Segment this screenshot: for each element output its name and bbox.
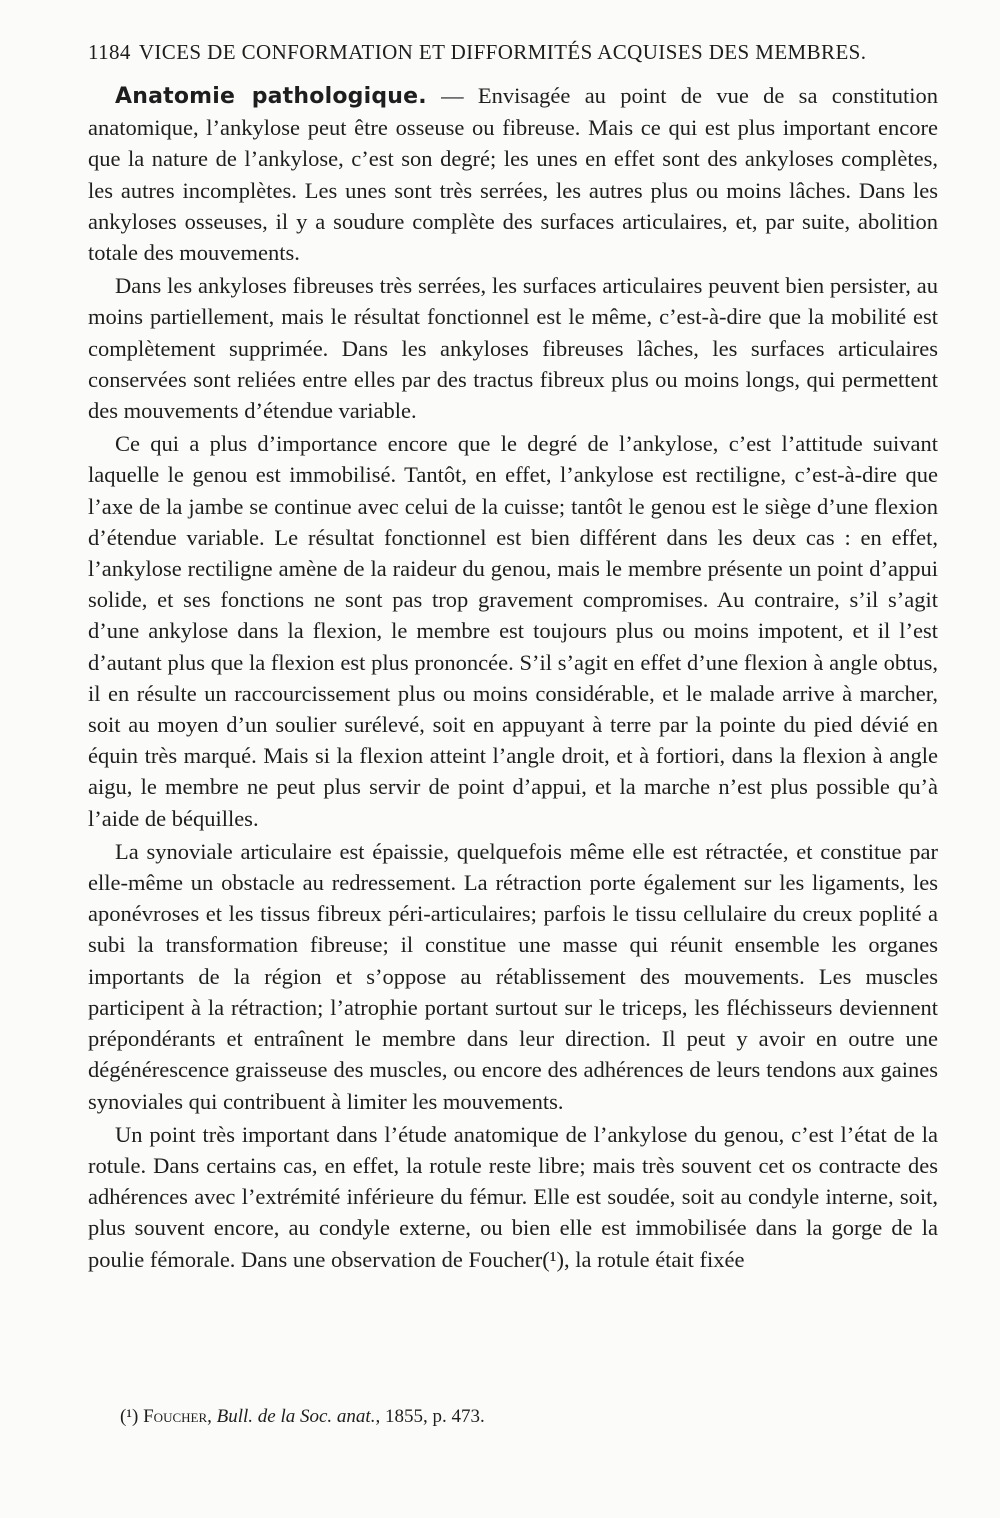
paragraph: Dans les ankyloses fibreuses très serrées, les surfaces articulaires peuvent bien persister, au moins partiellement, mais le résultat fonctionnel est le même, c’est-à-dire que la mobilité est complètement supprimée. Dans les ankyloses fibreuses lâches, les surfaces articulaires conservées sont reliées entre elles par des tractus fibreux plus ou moins longs, qui permettent des mouvements d’étendue variable.	[88, 273, 938, 424]
paragraph: Ce qui a plus d’importance encore que le degré de l’ankylose, c’est l’attitude suivant laquelle le genou est immobilisé. Tantôt, en effet, l’ankylose est rectiligne, c’est-à-dire que l’axe de la jambe se continue avec celui de la cuisse; tantôt le genou est le siège d’une flexion d’étendue variable. Le résultat fonctionnel est bien différent dans les deux cas : en effet, l’ankylose rectiligne amène de la raideur du genou, mais le membre présente un point d’appui solide, et ses fonctions ne sont pas trop gravement compromises. Au contraire, s’il s’agit d’une ankylose dans la flexion, le membre est toujours plus ou moins impotent, et il l’est d’autant plus que la flexion est plus prononcée. S’il s’agit en effet d’une flexion à angle obtus, il en résulte un raccourcissement plus ou moins considérable, et le malade arrive à marcher, soit au moyen d’un soulier surélevé, soit en appuyant à terre par la pointe du pied dévié en équin très marqué. Mais si la flexion atteint l’angle droit, et à fortiori, dans la flexion à angle aigu, le membre ne peut plus servir de point d’appui, et la marche n’est plus possible qu’à l’aide de béquilles.	[88, 431, 938, 831]
footnote-journal: Bull. de la Soc. anat.	[216, 1406, 376, 1427]
paragraph: La synoviale articulaire est épaissie, quelquefois même elle est rétractée, et constitue par elle-même un obstacle au redressement. La rétraction porte également sur les ligaments, les aponévroses et les tissus fibreux péri-articulaires; parfois le tissu cellulaire du creux poplité a subi la transformation fibreuse; il constitue une masse qui réunit ensemble les organes importants de la région et s’oppose au rétablissement des mouvements. Les muscles participent à la rétraction; l’atrophie portant surtout sur le triceps, les fléchisseurs deviennent prépondérants et entraînent le membre dans leur direction. Il peut y avoir en outre une dégénérescence graisseuse des muscles, ou encore des adhérences de leurs tendons aux gaines synoviales qui contribuent à limiter les mouvements.	[88, 838, 938, 1114]
footnote-reference: (¹)	[542, 1246, 564, 1272]
paragraph	[88, 80, 938, 268]
paragraph	[88, 1119, 938, 1275]
body-text	[88, 80, 938, 1275]
section-lead-text: — Envisagée au point de vue de sa constitution anatomique, l’ankylose peut être osseuse ou fibreuse. Mais ce qui est plus important encore que la nature de l’ankylose, c’est son degré; les unes en effet sont des ankyloses complètes, les autres incomplètes. Les unes sont très serrées, les autres plus ou moins lâches. Dans les ankyloses osseuses, il y a soudure complète des surfaces articulaires, et, par suite, abolition totale des mouvements.	[88, 83, 938, 266]
paragraph-text: , la rotule était fixée	[563, 1246, 745, 1272]
footnote: (¹) Foucher, Bull. de la Soc. anat., 1855, p. 473.	[120, 1406, 485, 1427]
footnote-citation: , 1855, p. 473.	[375, 1406, 485, 1427]
paragraph-text: Un point très important dans l’étude anatomique de l’ankylose du genou, c’est l’état de la rotule. Dans certains cas, en effet, la rotule reste libre; mais très souvent cet os contracte des adhérences avec l’extrémité inférieure du fémur. Elle est soudée, soit au condyle interne, soit, plus souvent encore, au condyle externe, ou bien elle est immobilisée dans la gorge de la poulie fémorale. Dans une observation de Foucher	[88, 1121, 938, 1272]
footnote-author: Foucher	[143, 1406, 208, 1427]
page-number: 1184	[88, 40, 131, 64]
section-title: Anatomie pathologique.	[115, 84, 427, 109]
running-title: VICES DE CONFORMATION ET DIFFORMITÉS ACQUISES DES MEMBRES.	[138, 40, 867, 64]
footnote-mark: (¹)	[120, 1406, 139, 1427]
running-head	[88, 40, 938, 65]
